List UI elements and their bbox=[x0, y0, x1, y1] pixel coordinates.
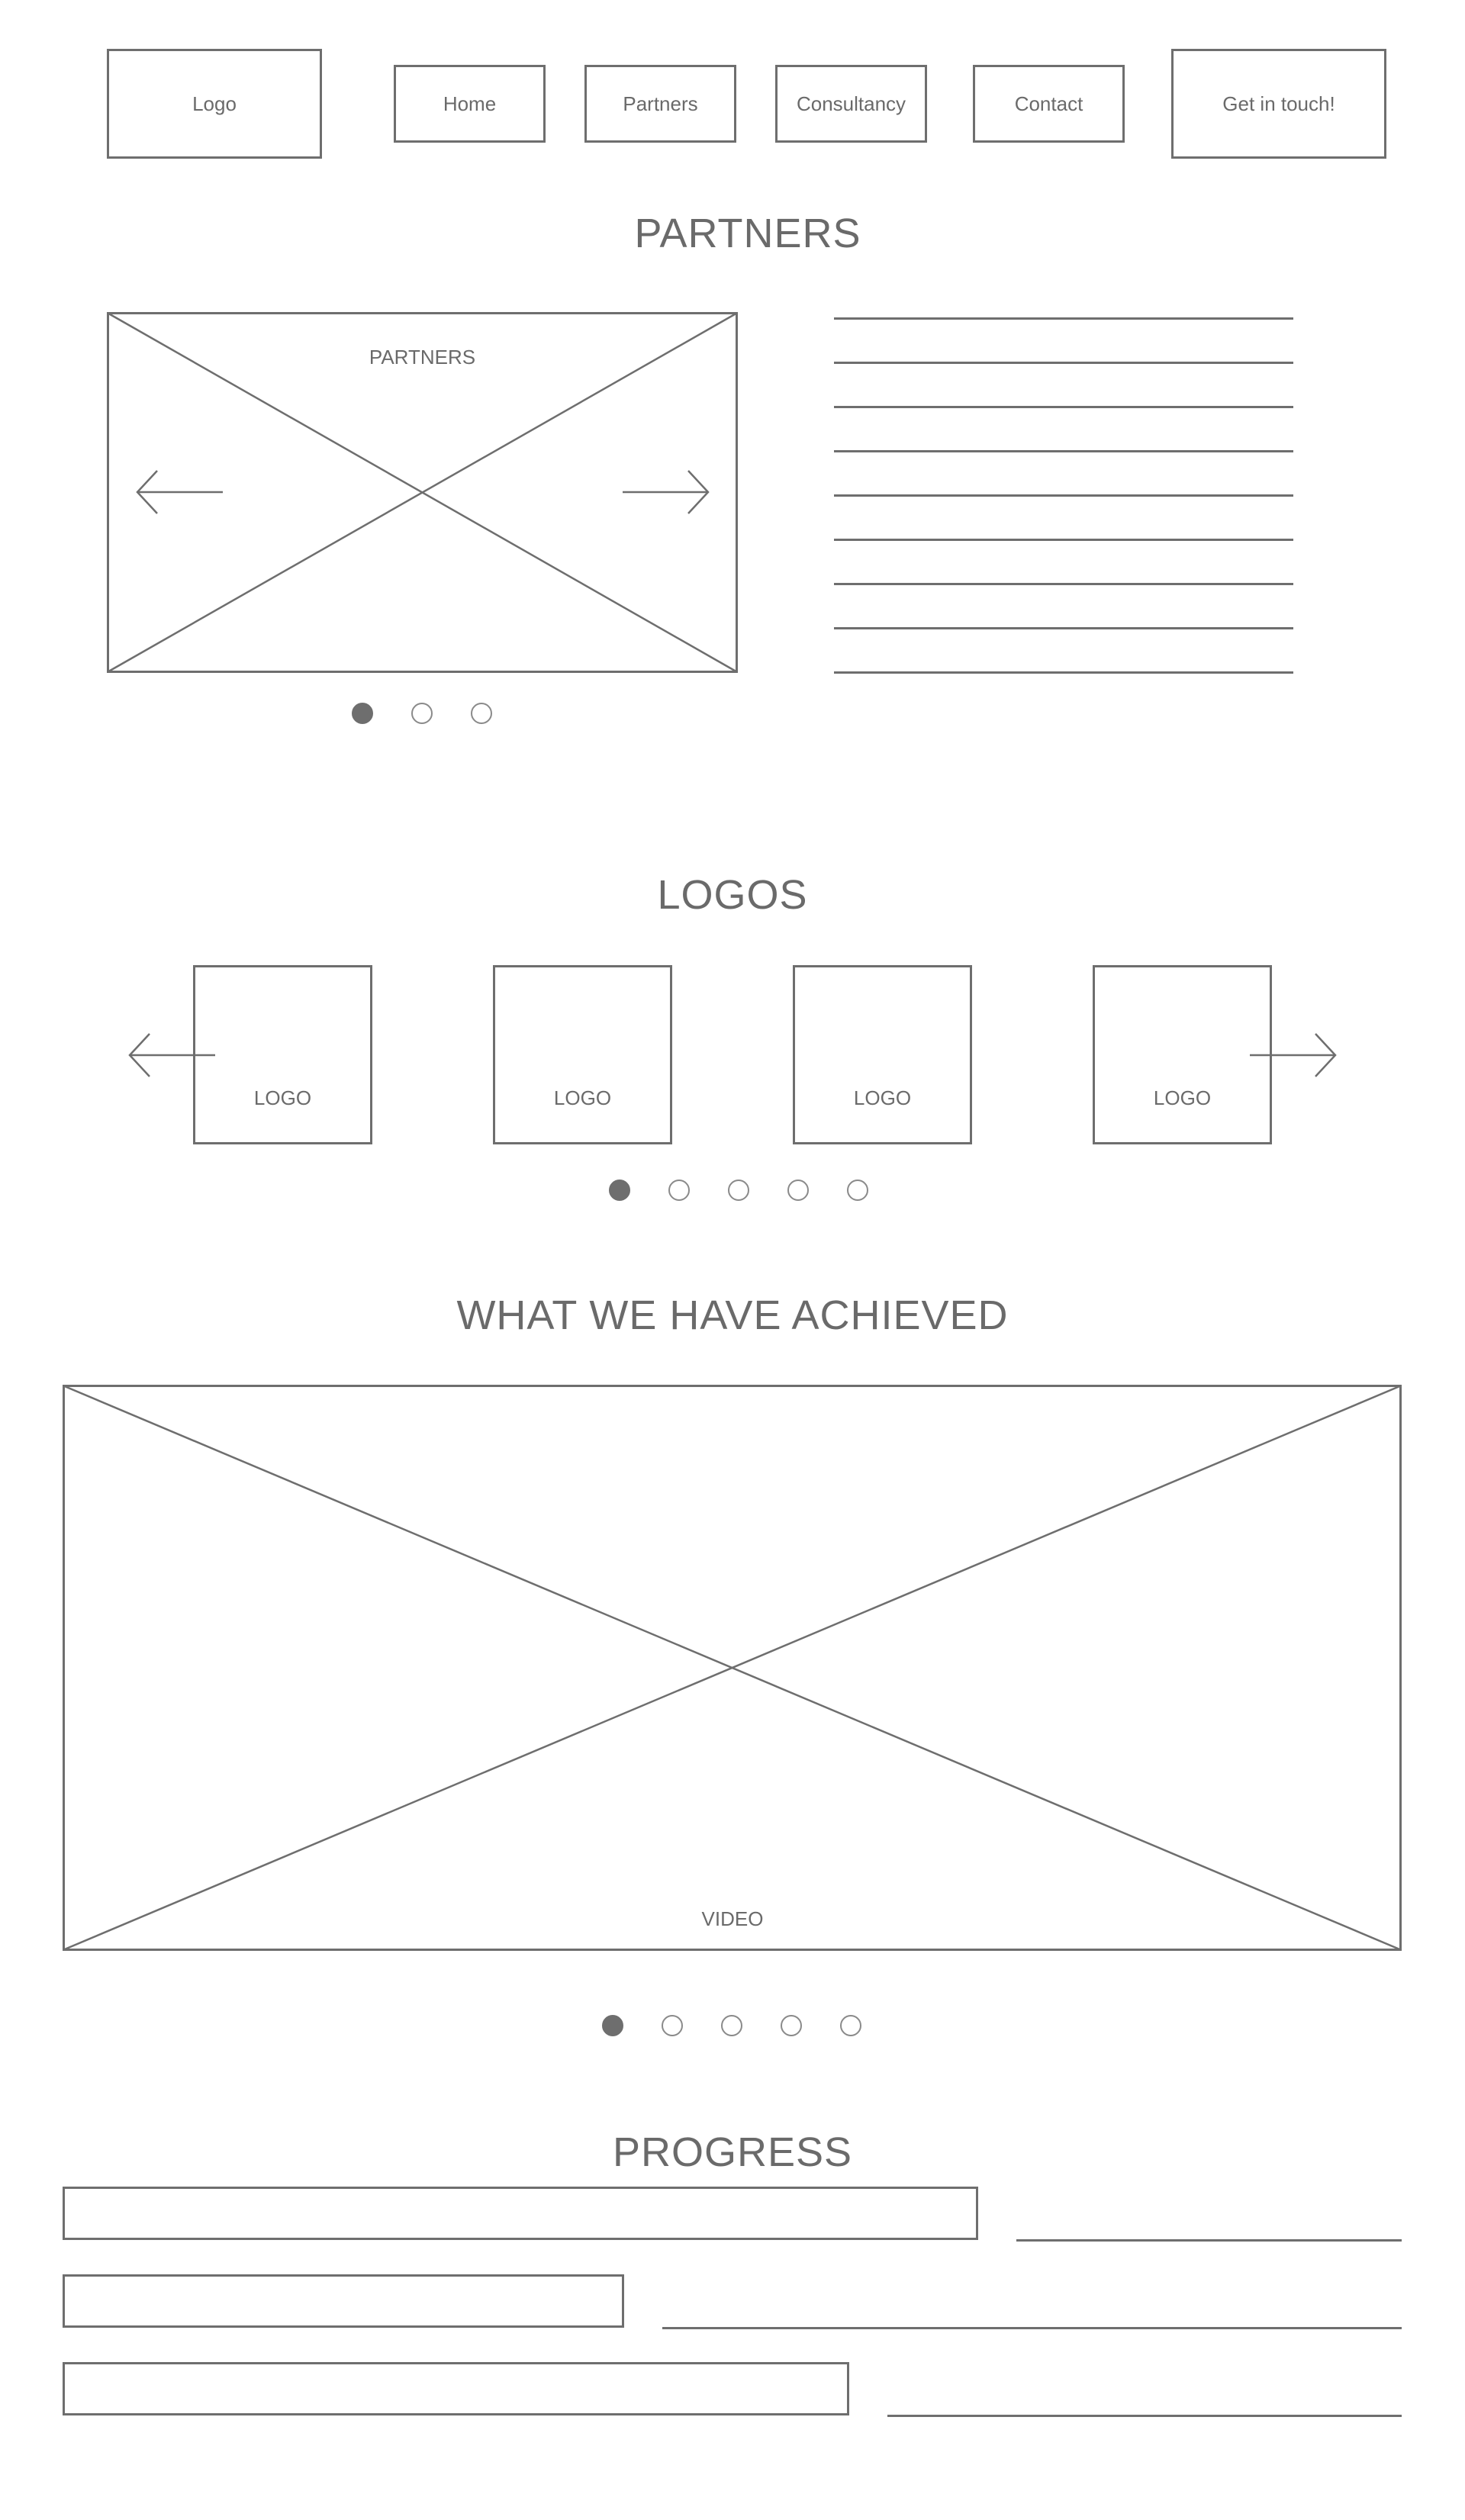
partners-dot-2[interactable] bbox=[411, 703, 433, 724]
logo-item[interactable]: LOGO bbox=[1093, 965, 1272, 1144]
partners-title: PARTNERS bbox=[634, 211, 861, 256]
partners-text-line bbox=[834, 494, 1293, 497]
progress-track-2 bbox=[662, 2327, 1402, 2329]
partners-text-line bbox=[834, 317, 1293, 320]
achieved-dot-1[interactable] bbox=[602, 2015, 623, 2036]
partners-text-line bbox=[834, 583, 1293, 585]
nav-partners-button[interactable]: Partners bbox=[584, 65, 736, 143]
logos-prev-arrow-icon[interactable] bbox=[127, 1032, 218, 1078]
get-in-touch-button[interactable]: Get in touch! bbox=[1171, 49, 1386, 159]
partners-text-line bbox=[834, 627, 1293, 629]
nav-contact-button[interactable]: Contact bbox=[973, 65, 1125, 143]
partners-text-line bbox=[834, 671, 1293, 674]
achieved-dot-2[interactable] bbox=[662, 2015, 683, 2036]
partners-next-arrow-icon[interactable] bbox=[620, 469, 711, 515]
logo-item[interactable]: LOGO bbox=[193, 965, 372, 1144]
progress-track-3 bbox=[887, 2415, 1402, 2417]
logos-dot-4[interactable] bbox=[787, 1180, 809, 1201]
partners-text-line bbox=[834, 539, 1293, 541]
partners-dot-1[interactable] bbox=[352, 703, 373, 724]
achieved-dot-3[interactable] bbox=[721, 2015, 742, 2036]
partners-dot-3[interactable] bbox=[471, 703, 492, 724]
video-label: VIDEO bbox=[656, 1907, 809, 1931]
progress-bar-2 bbox=[63, 2274, 624, 2328]
achieved-dot-5[interactable] bbox=[840, 2015, 861, 2036]
partners-prev-arrow-icon[interactable] bbox=[134, 469, 226, 515]
partners-text-line bbox=[834, 406, 1293, 408]
partners-text-line bbox=[834, 362, 1293, 364]
logo-item[interactable]: LOGO bbox=[493, 965, 672, 1144]
achieved-dot-4[interactable] bbox=[781, 2015, 802, 2036]
achieved-video-placeholder[interactable] bbox=[63, 1385, 1402, 1951]
partners-slide-label: PARTNERS bbox=[369, 346, 476, 369]
progress-title: PROGRESS bbox=[612, 2129, 853, 2175]
logos-dot-5[interactable] bbox=[847, 1180, 868, 1201]
progress-bar-1 bbox=[63, 2187, 978, 2240]
progress-track-1 bbox=[1016, 2239, 1402, 2242]
logos-dot-2[interactable] bbox=[668, 1180, 690, 1201]
progress-bar-3 bbox=[63, 2362, 849, 2415]
logo[interactable]: Logo bbox=[107, 49, 322, 159]
logos-dot-3[interactable] bbox=[728, 1180, 749, 1201]
logos-dot-1[interactable] bbox=[609, 1180, 630, 1201]
logos-next-arrow-icon[interactable] bbox=[1247, 1032, 1338, 1078]
logo-item[interactable]: LOGO bbox=[793, 965, 972, 1144]
partners-text-line bbox=[834, 450, 1293, 452]
nav-consultancy-button[interactable]: Consultancy bbox=[775, 65, 927, 143]
achieved-title: WHAT WE HAVE ACHIEVED bbox=[456, 1292, 1009, 1338]
logos-title: LOGOS bbox=[657, 872, 808, 918]
nav-home-button[interactable]: Home bbox=[394, 65, 546, 143]
